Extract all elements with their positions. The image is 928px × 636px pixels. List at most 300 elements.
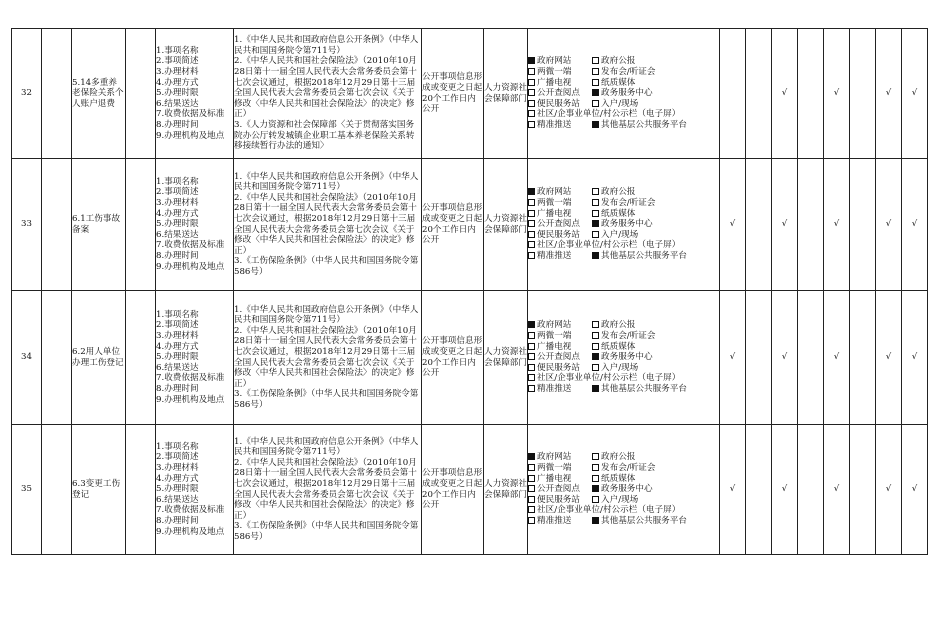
basis-item: 3.《工伤保险条例》（中华人民共和国国务院令第586号） (234, 256, 419, 277)
content-item: 5.办理时限 (156, 484, 199, 495)
channel-option (592, 67, 655, 78)
basis-item: 3.《人力资源和社会保障部〈关于贯彻落实国务院办公厅转发城镇企业职工基本养老保险关系转移接续暂行办法的通知〉 (234, 119, 415, 152)
scope-mark-cell: √ (902, 291, 928, 425)
subitem-cell (126, 425, 156, 555)
channel-row (528, 230, 719, 241)
unchecked-box-icon (592, 210, 599, 217)
scope-mark-cell (746, 291, 772, 425)
channel-option (528, 109, 680, 120)
scope-mark-cell (850, 29, 876, 159)
channel-label: 政府公报 (601, 320, 636, 331)
checked-box-icon (592, 517, 599, 524)
category-cell (42, 291, 72, 425)
disclosure-channels (528, 291, 720, 425)
content-item: 1.事项名称 (156, 309, 199, 320)
channel-option (592, 187, 635, 198)
disclosure-channels (528, 425, 720, 555)
channel-option (528, 331, 592, 342)
table-row (12, 425, 928, 555)
channel-option (528, 209, 592, 220)
channel-option (528, 484, 592, 495)
unchecked-box-icon (528, 364, 535, 371)
disclosure-table (11, 28, 928, 555)
scope-mark-cell (798, 291, 824, 425)
disclosure-content (156, 291, 234, 425)
checked-box-icon (592, 121, 599, 128)
scope-mark-cell (850, 159, 876, 291)
item-name: 6.1工伤事故备案 (72, 159, 126, 291)
row-number: 34 (12, 291, 42, 425)
disclosure-timing: 公开事项信息形成或变更之日起20个工作日内公开 (422, 291, 484, 425)
channel-row (528, 240, 719, 251)
channel-label: 政务服务中心 (601, 88, 653, 99)
channel-option (528, 88, 592, 99)
scope-mark-cell: √ (824, 159, 850, 291)
channel-label: 广播电视 (537, 77, 572, 88)
channel-option (528, 516, 592, 527)
content-item: 4.办理方式 (156, 473, 199, 484)
content-item: 8.办理时间 (156, 250, 199, 261)
content-item: 6.结果送达 (156, 362, 199, 373)
disclosure-department: 人力资源社会保障部门 (484, 291, 528, 425)
channel-option (592, 331, 655, 342)
scope-mark-cell: √ (902, 159, 928, 291)
content-item: 9.办理机构及地点 (156, 394, 225, 405)
item-name: 6.2用人单位办理工伤登记 (72, 291, 126, 425)
content-item: 7.收费依据及标准 (156, 373, 225, 384)
channel-label: 公开查阅点 (537, 352, 580, 363)
channel-option (528, 219, 592, 230)
channel-option (592, 120, 687, 131)
scope-mark-cell (720, 29, 746, 159)
basis-item: 2.《中华人民共和国社会保险法》（2010年10月28日第十一届全国人民代表大会常务委员会第十七次会议通过，根据2018年12月29日第十三届全国人民代表大会常务委员会第七次会议《关于修改〈中华人民共和国社会保险法〉的决定》修正） (234, 192, 417, 256)
channel-label: 入户/现场 (601, 494, 639, 505)
unchecked-box-icon (528, 241, 535, 248)
channel-option (592, 88, 653, 99)
disclosure-basis (234, 159, 422, 291)
unchecked-box-icon (592, 475, 599, 482)
scope-mark-cell (798, 159, 824, 291)
unchecked-box-icon (592, 68, 599, 75)
channel-option (528, 384, 592, 395)
channel-label: 发布会/听证会 (601, 67, 656, 78)
channel-label: 入户/现场 (601, 229, 639, 240)
checked-box-icon (592, 353, 599, 360)
channel-option (592, 230, 638, 241)
content-item: 5.办理时限 (156, 219, 199, 230)
channel-label: 广播电视 (537, 208, 572, 219)
channel-row (528, 484, 719, 495)
content-item: 8.办理时间 (156, 119, 199, 130)
channel-option (592, 363, 638, 374)
disclosure-content (156, 159, 234, 291)
subitem-cell (126, 29, 156, 159)
channel-label: 公开查阅点 (537, 484, 580, 495)
channel-option (592, 342, 635, 353)
disclosure-channels (528, 29, 720, 159)
channel-label: 两微一端 (537, 67, 572, 78)
basis-item: 1.《中华人民共和国政府信息公开条例》（中华人民共和国国务院令第711号） (234, 35, 419, 56)
channel-row (528, 495, 719, 506)
content-item: 4.办理方式 (156, 77, 199, 88)
disclosure-basis (234, 29, 422, 159)
scope-mark-cell (746, 159, 772, 291)
unchecked-box-icon (592, 79, 599, 86)
channel-option (592, 251, 687, 262)
channel-label: 纸质媒体 (601, 341, 636, 352)
channel-label: 政府网站 (537, 56, 572, 67)
channel-row (528, 463, 719, 474)
channel-label: 社区/企事业单位/村公示栏（电子屏） (537, 109, 681, 120)
channel-option (528, 474, 592, 485)
channel-label: 其他基层公共服务平台 (601, 119, 687, 130)
channel-option (592, 78, 635, 89)
channel-option (528, 320, 592, 331)
content-item: 8.办理时间 (156, 515, 199, 526)
content-item: 8.办理时间 (156, 383, 199, 394)
channel-row (528, 120, 719, 131)
checked-box-icon (592, 220, 599, 227)
category-cell (42, 425, 72, 555)
scope-mark-cell: √ (902, 425, 928, 555)
channel-option (592, 56, 635, 67)
channel-label: 发布会/听证会 (601, 463, 656, 474)
basis-item: 3.《工伤保险条例》（中华人民共和国国务院令第586号） (234, 389, 419, 410)
scope-mark-cell (850, 425, 876, 555)
channel-row (528, 187, 719, 198)
unchecked-box-icon (528, 385, 535, 392)
unchecked-box-icon (592, 464, 599, 471)
channel-option (528, 240, 680, 251)
checked-box-icon (592, 252, 599, 259)
channel-row (528, 56, 719, 67)
channel-label: 政府网站 (537, 187, 572, 198)
basis-item: 2.《中华人民共和国社会保险法》（2010年10月28日第十一届全国人民代表大会常务委员会第十七次会议通过，根据2018年12月29日第十三届全国人民代表大会常务委员会第七次会议《关于修改〈中华人民共和国社会保险法〉的决定》修正） (234, 325, 417, 389)
scope-mark-cell (746, 29, 772, 159)
scope-mark-cell (798, 29, 824, 159)
channel-label: 社区/企事业单位/村公示栏（电子屏） (537, 373, 681, 384)
channel-label: 精准推送 (537, 250, 572, 261)
scope-mark-cell (850, 291, 876, 425)
unchecked-box-icon (528, 210, 535, 217)
channel-option (592, 99, 638, 110)
scope-mark-cell: √ (720, 291, 746, 425)
channel-row (528, 109, 719, 120)
unchecked-box-icon (592, 188, 599, 195)
content-item: 1.事项名称 (156, 441, 199, 452)
channel-option (528, 56, 592, 67)
content-item: 5.办理时限 (156, 88, 199, 99)
channel-row (528, 320, 719, 331)
channel-row (528, 88, 719, 99)
basis-item: 1.《中华人民共和国政府信息公开条例》（中华人民共和国国务院令第711号） (234, 304, 419, 326)
scope-mark-cell: √ (824, 291, 850, 425)
channel-option (528, 99, 592, 110)
channel-label: 两微一端 (537, 463, 572, 474)
table-row (12, 159, 928, 291)
channel-row (528, 384, 719, 395)
table-row (12, 29, 928, 159)
content-item: 6.结果送达 (156, 494, 199, 505)
unchecked-box-icon (592, 199, 599, 206)
channel-option (592, 516, 687, 527)
scope-mark-cell: √ (824, 29, 850, 159)
unchecked-box-icon (528, 475, 535, 482)
channel-row (528, 67, 719, 78)
channel-label: 政府公报 (601, 187, 636, 198)
disclosure-content (156, 29, 234, 159)
row-number: 35 (12, 425, 42, 555)
channel-label: 政务服务中心 (601, 219, 653, 230)
channel-option (528, 230, 592, 241)
channel-option (592, 352, 653, 363)
channel-option (528, 198, 592, 209)
content-item: 5.办理时限 (156, 352, 199, 363)
unchecked-box-icon (528, 100, 535, 107)
channel-row (528, 251, 719, 262)
unchecked-box-icon (528, 252, 535, 259)
unchecked-box-icon (528, 199, 535, 206)
content-item: 2.事项简述 (156, 452, 199, 463)
unchecked-box-icon (528, 231, 535, 238)
channel-option (592, 320, 635, 331)
basis-item: 1.《中华人民共和国政府信息公开条例》（中华人民共和国国务院令第711号） (234, 436, 419, 458)
basis-item: 2.《中华人民共和国社会保险法》（2010年10月28日第十一届全国人民代表大会常务委员会第十七次会议通过，根据2018年12月29日第十三届全国人民代表大会常务委员会第七次会议《关于修改〈中华人民共和国社会保险法〉的决定》修正） (234, 56, 417, 120)
row-number: 33 (12, 159, 42, 291)
channel-row (528, 474, 719, 485)
unchecked-box-icon (528, 110, 535, 117)
channel-row (528, 352, 719, 363)
channel-option (592, 474, 635, 485)
unchecked-box-icon (592, 453, 599, 460)
checked-box-icon (528, 321, 535, 328)
category-cell (42, 159, 72, 291)
row-number: 32 (12, 29, 42, 159)
channel-label: 便民服务站 (537, 494, 580, 505)
channel-row (528, 342, 719, 353)
scope-mark-cell (798, 425, 824, 555)
channel-label: 便民服务站 (537, 362, 580, 373)
channel-label: 精准推送 (537, 515, 572, 526)
channel-option (592, 495, 638, 506)
channel-option (528, 363, 592, 374)
unchecked-box-icon (528, 121, 535, 128)
disclosure-basis (234, 425, 422, 555)
channel-label: 两微一端 (537, 331, 572, 342)
unchecked-box-icon (592, 100, 599, 107)
unchecked-box-icon (528, 89, 535, 96)
channel-label: 公开查阅点 (537, 88, 580, 99)
unchecked-box-icon (528, 464, 535, 471)
channel-label: 其他基层公共服务平台 (601, 250, 687, 261)
content-item: 3.办理材料 (156, 463, 199, 474)
content-item: 3.办理材料 (156, 67, 199, 78)
channel-option (528, 187, 592, 198)
scope-mark-cell: √ (772, 159, 798, 291)
content-item: 3.办理材料 (156, 331, 199, 342)
disclosure-timing: 公开事项信息形成或变更之日起20个工作日内公开 (422, 425, 484, 555)
table-row (12, 291, 928, 425)
unchecked-box-icon (592, 343, 599, 350)
content-item: 9.办理机构及地点 (156, 526, 225, 537)
channel-option (528, 373, 680, 384)
basis-item: 1.《中华人民共和国政府信息公开条例》（中华人民共和国国务院令第711号） (234, 171, 419, 193)
channel-label: 纸质媒体 (601, 77, 636, 88)
content-item: 9.办理机构及地点 (156, 130, 225, 141)
channel-label: 发布会/听证会 (601, 331, 656, 342)
channel-row (528, 505, 719, 516)
disclosure-timing: 公开事项信息形成或变更之日起20个工作日内公开 (422, 159, 484, 291)
subitem-cell (126, 159, 156, 291)
channel-option (592, 484, 653, 495)
scope-mark-cell: √ (720, 425, 746, 555)
channel-label: 两微一端 (537, 198, 572, 209)
channel-label: 入户/现场 (601, 362, 639, 373)
channel-label: 广播电视 (537, 341, 572, 352)
scope-mark-cell: √ (772, 291, 798, 425)
unchecked-box-icon (592, 321, 599, 328)
unchecked-box-icon (528, 220, 535, 227)
channel-label: 纸质媒体 (601, 473, 636, 484)
item-name: 5.14多重养老保险关系个人账户退费 (72, 29, 126, 159)
channel-option (528, 67, 592, 78)
channel-option (528, 505, 680, 516)
channel-label: 广播电视 (537, 473, 572, 484)
content-item: 6.结果送达 (156, 229, 199, 240)
unchecked-box-icon (592, 496, 599, 503)
unchecked-box-icon (528, 374, 535, 381)
scope-mark-cell: √ (720, 159, 746, 291)
content-item: 1.事项名称 (156, 176, 199, 187)
content-item: 7.收费依据及标准 (156, 240, 225, 251)
checked-box-icon (592, 89, 599, 96)
scope-mark-cell: √ (902, 29, 928, 159)
channel-option (592, 463, 655, 474)
channel-option (528, 352, 592, 363)
content-item: 7.收费依据及标准 (156, 109, 225, 120)
channel-option (528, 120, 592, 131)
channel-label: 政府网站 (537, 452, 572, 463)
content-item: 1.事项名称 (156, 45, 199, 56)
content-item: 7.收费依据及标准 (156, 505, 225, 516)
disclosure-department: 人力资源社会保障部门 (484, 425, 528, 555)
content-item: 2.事项简述 (156, 56, 199, 67)
channel-option (528, 452, 592, 463)
scope-mark-cell: √ (876, 291, 902, 425)
unchecked-box-icon (528, 343, 535, 350)
item-name: 6.3变更工伤登记 (72, 425, 126, 555)
channel-label: 其他基层公共服务平台 (601, 383, 687, 394)
channel-label: 政务服务中心 (601, 352, 653, 363)
checked-box-icon (592, 485, 599, 492)
unchecked-box-icon (528, 485, 535, 492)
channel-label: 纸质媒体 (601, 208, 636, 219)
unchecked-box-icon (528, 68, 535, 75)
channel-row (528, 99, 719, 110)
unchecked-box-icon (592, 364, 599, 371)
channel-row (528, 331, 719, 342)
channel-option (528, 463, 592, 474)
content-item: 6.结果送达 (156, 98, 199, 109)
unchecked-box-icon (528, 332, 535, 339)
scope-mark-cell: √ (876, 29, 902, 159)
unchecked-box-icon (592, 332, 599, 339)
table-body (12, 29, 928, 555)
unchecked-box-icon (528, 506, 535, 513)
channel-label: 其他基层公共服务平台 (601, 515, 687, 526)
checked-box-icon (592, 385, 599, 392)
scope-mark-cell: √ (876, 425, 902, 555)
content-item: 9.办理机构及地点 (156, 261, 225, 272)
channel-label: 精准推送 (537, 119, 572, 130)
channel-row (528, 452, 719, 463)
channel-option (528, 495, 592, 506)
subitem-cell (126, 291, 156, 425)
disclosure-timing: 公开事项信息形成或变更之日起20个工作日内公开 (422, 29, 484, 159)
channel-row (528, 516, 719, 527)
checked-box-icon (528, 188, 535, 195)
channel-row (528, 219, 719, 230)
basis-item: 3.《工伤保险条例》（中华人民共和国国务院令第586号） (234, 521, 419, 542)
channel-row (528, 373, 719, 384)
channel-option (592, 209, 635, 220)
checked-box-icon (528, 57, 535, 64)
channel-row (528, 363, 719, 374)
basis-item: 2.《中华人民共和国社会保险法》（2010年10月28日第十一届全国人民代表大会常务委员会第十七次会议通过，根据2018年12月29日第十三届全国人民代表大会常务委员会第七次会议《关于修改〈中华人民共和国社会保险法〉的决定》修正） (234, 457, 417, 521)
content-item: 4.办理方式 (156, 341, 199, 352)
scope-mark-cell (746, 425, 772, 555)
unchecked-box-icon (592, 231, 599, 238)
channel-option (592, 219, 653, 230)
disclosure-department: 人力资源社会保障部门 (484, 159, 528, 291)
channel-option (592, 384, 687, 395)
channel-label: 社区/企事业单位/村公示栏（电子屏） (537, 240, 681, 251)
channel-option (528, 251, 592, 262)
unchecked-box-icon (592, 57, 599, 64)
channel-option (592, 198, 655, 209)
content-item: 2.事项简述 (156, 187, 199, 198)
checked-box-icon (528, 453, 535, 460)
content-item: 3.办理材料 (156, 198, 199, 209)
scope-mark-cell: √ (772, 29, 798, 159)
channel-label: 发布会/听证会 (601, 198, 656, 209)
channel-label: 社区/企事业单位/村公示栏（电子屏） (537, 505, 681, 516)
disclosure-content (156, 425, 234, 555)
channel-label: 便民服务站 (537, 98, 580, 109)
unchecked-box-icon (528, 517, 535, 524)
scope-mark-cell: √ (876, 159, 902, 291)
channel-option (528, 342, 592, 353)
channel-label: 入户/现场 (601, 98, 639, 109)
channel-label: 政府网站 (537, 320, 572, 331)
channel-label: 公开查阅点 (537, 219, 580, 230)
unchecked-box-icon (528, 353, 535, 360)
scope-mark-cell: √ (772, 425, 798, 555)
channel-label: 精准推送 (537, 383, 572, 394)
channel-option (592, 452, 635, 463)
disclosure-channels (528, 159, 720, 291)
unchecked-box-icon (528, 79, 535, 86)
channel-label: 政务服务中心 (601, 484, 653, 495)
channel-label: 政府公报 (601, 56, 636, 67)
channel-row (528, 198, 719, 209)
channel-option (528, 78, 592, 89)
disclosure-basis (234, 291, 422, 425)
disclosure-department: 人力资源社会保障部门 (484, 29, 528, 159)
category-cell (42, 29, 72, 159)
channel-label: 政府公报 (601, 452, 636, 463)
content-item: 2.事项简述 (156, 320, 199, 331)
